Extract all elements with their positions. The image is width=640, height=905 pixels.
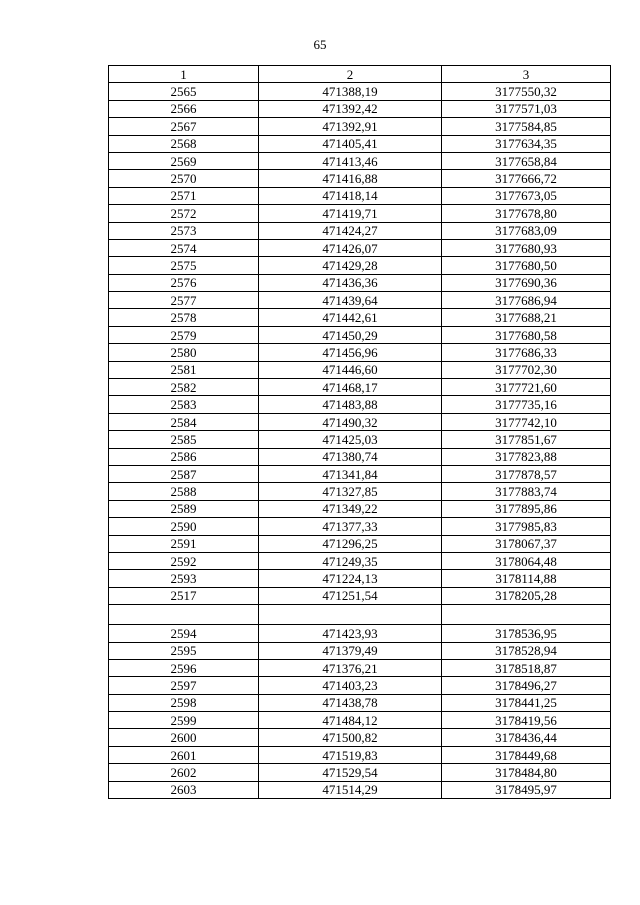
point-number-cell: 2600 xyxy=(109,729,259,746)
point-number-cell: 2586 xyxy=(109,448,259,465)
y-coordinate-cell: 3177634,35 xyxy=(442,135,611,152)
y-coordinate-cell: 3178441,25 xyxy=(442,694,611,711)
x-coordinate-cell: 471249,35 xyxy=(259,552,442,569)
y-coordinate-cell: 3177571,03 xyxy=(442,100,611,117)
table-row xyxy=(109,274,611,291)
point-number-cell: 2584 xyxy=(109,413,259,430)
x-coordinate-cell: 471379,49 xyxy=(259,642,442,659)
y-coordinate-cell: 3177666,72 xyxy=(442,170,611,187)
point-number-cell: 2592 xyxy=(109,552,259,569)
table-row xyxy=(109,781,611,798)
y-coordinate-cell: 3177742,10 xyxy=(442,413,611,430)
point-number-cell: 2593 xyxy=(109,570,259,587)
y-coordinate-cell: 3178436,44 xyxy=(442,729,611,746)
point-number-cell: 2594 xyxy=(109,625,259,642)
x-coordinate-cell: 471438,78 xyxy=(259,694,442,711)
point-number-cell: 2591 xyxy=(109,535,259,552)
x-coordinate-cell: 471403,23 xyxy=(259,677,442,694)
table-row xyxy=(109,605,611,625)
x-coordinate-cell: 471450,29 xyxy=(259,326,442,343)
x-coordinate-cell: 471436,36 xyxy=(259,274,442,291)
y-coordinate-cell: 3177688,21 xyxy=(442,309,611,326)
table-row xyxy=(109,361,611,378)
point-number-cell: 2595 xyxy=(109,642,259,659)
table-row xyxy=(109,764,611,781)
x-coordinate-cell: 471405,41 xyxy=(259,135,442,152)
y-coordinate-cell: 3177673,05 xyxy=(442,187,611,204)
y-coordinate-cell: 3178484,80 xyxy=(442,764,611,781)
table-row xyxy=(109,413,611,430)
table-body xyxy=(109,83,611,799)
x-coordinate-cell: 471419,71 xyxy=(259,205,442,222)
point-number-cell: 2590 xyxy=(109,518,259,535)
y-coordinate-cell: 3177584,85 xyxy=(442,118,611,135)
point-number-cell: 2574 xyxy=(109,239,259,256)
x-coordinate-cell: 471380,74 xyxy=(259,448,442,465)
y-coordinate-cell: 3177680,58 xyxy=(442,326,611,343)
point-number-cell: 2598 xyxy=(109,694,259,711)
y-coordinate-cell: 3177895,86 xyxy=(442,500,611,517)
x-coordinate-cell: 471446,60 xyxy=(259,361,442,378)
point-number-cell: 2588 xyxy=(109,483,259,500)
point-number-cell: 2577 xyxy=(109,292,259,309)
table-row xyxy=(109,483,611,500)
x-coordinate-cell: 471529,54 xyxy=(259,764,442,781)
table-row xyxy=(109,465,611,482)
point-number-cell: 2599 xyxy=(109,712,259,729)
table-row xyxy=(109,712,611,729)
point-number-cell: 2569 xyxy=(109,152,259,169)
x-coordinate-cell: 471426,07 xyxy=(259,239,442,256)
y-coordinate-cell: 3177878,57 xyxy=(442,465,611,482)
y-coordinate-cell: 3177550,32 xyxy=(442,83,611,100)
y-coordinate-cell: 3177702,30 xyxy=(442,361,611,378)
x-coordinate-cell: 471413,46 xyxy=(259,152,442,169)
y-coordinate-cell: 3177851,67 xyxy=(442,431,611,448)
table-row xyxy=(109,552,611,569)
x-coordinate-cell: 471388,19 xyxy=(259,83,442,100)
y-coordinate-cell: 3177678,80 xyxy=(442,205,611,222)
table-row xyxy=(109,100,611,117)
y-coordinate-cell: 3177683,09 xyxy=(442,222,611,239)
x-coordinate-cell: 471500,82 xyxy=(259,729,442,746)
x-coordinate-cell: 471377,33 xyxy=(259,518,442,535)
table-row xyxy=(109,448,611,465)
coordinates-table xyxy=(108,65,611,799)
x-coordinate-cell: 471442,61 xyxy=(259,309,442,326)
column-header-2: 2 xyxy=(259,66,442,83)
table-row xyxy=(109,309,611,326)
point-number-cell: 2583 xyxy=(109,396,259,413)
page-number: 65 xyxy=(313,37,327,52)
point-number-cell: 2589 xyxy=(109,500,259,517)
table-row xyxy=(109,152,611,169)
point-number-cell: 2578 xyxy=(109,309,259,326)
x-coordinate-cell: 471392,42 xyxy=(259,100,442,117)
x-coordinate-cell: 471341,84 xyxy=(259,465,442,482)
point-number-cell: 2576 xyxy=(109,274,259,291)
x-coordinate-cell: 471429,28 xyxy=(259,257,442,274)
table-row xyxy=(109,431,611,448)
table-row xyxy=(109,222,611,239)
x-coordinate-cell: 471456,96 xyxy=(259,344,442,361)
point-number-cell: 2572 xyxy=(109,205,259,222)
x-coordinate-cell: 471416,88 xyxy=(259,170,442,187)
table-row xyxy=(109,83,611,100)
x-coordinate-cell: 471418,14 xyxy=(259,187,442,204)
y-coordinate-cell: 3178528,94 xyxy=(442,642,611,659)
table-row xyxy=(109,677,611,694)
y-coordinate-cell: 3177721,60 xyxy=(442,379,611,396)
table-row xyxy=(109,396,611,413)
point-number-cell: 2596 xyxy=(109,659,259,676)
y-coordinate-cell: 3178495,97 xyxy=(442,781,611,798)
point-number-cell: 2601 xyxy=(109,746,259,763)
x-coordinate-cell: 471483,88 xyxy=(259,396,442,413)
table-row xyxy=(109,535,611,552)
point-number-cell: 2579 xyxy=(109,326,259,343)
table-row xyxy=(109,570,611,587)
y-coordinate-cell: 3178067,37 xyxy=(442,535,611,552)
point-number-cell: 2603 xyxy=(109,781,259,798)
table-header-row xyxy=(109,66,611,83)
y-coordinate-cell: 3177735,16 xyxy=(442,396,611,413)
point-number-cell: 2571 xyxy=(109,187,259,204)
point-number-cell: 2567 xyxy=(109,118,259,135)
y-coordinate-cell: 3178496,27 xyxy=(442,677,611,694)
table-row xyxy=(109,170,611,187)
table-row xyxy=(109,118,611,135)
table-row xyxy=(109,292,611,309)
point-number-cell: 2568 xyxy=(109,135,259,152)
y-coordinate-cell: 3178114,88 xyxy=(442,570,611,587)
table-row xyxy=(109,379,611,396)
table-row xyxy=(109,587,611,604)
column-header-3: 3 xyxy=(442,66,611,83)
table-row xyxy=(109,659,611,676)
y-coordinate-cell: 3178518,87 xyxy=(442,659,611,676)
table-row xyxy=(109,257,611,274)
point-number-cell: 2565 xyxy=(109,83,259,100)
table-row xyxy=(109,642,611,659)
y-coordinate-cell: 3178205,28 xyxy=(442,587,611,604)
point-number-cell: 2581 xyxy=(109,361,259,378)
point-number-cell: 2580 xyxy=(109,344,259,361)
table-row xyxy=(109,694,611,711)
y-coordinate-cell: 3178419,56 xyxy=(442,712,611,729)
table-row xyxy=(109,135,611,152)
table-row xyxy=(109,205,611,222)
y-coordinate-cell xyxy=(442,605,611,625)
x-coordinate-cell: 471376,21 xyxy=(259,659,442,676)
x-coordinate-cell xyxy=(259,605,442,625)
table-row xyxy=(109,239,611,256)
y-coordinate-cell: 3177690,36 xyxy=(442,274,611,291)
point-number-cell: 2587 xyxy=(109,465,259,482)
y-coordinate-cell: 3177686,94 xyxy=(442,292,611,309)
point-number-cell xyxy=(109,605,259,625)
x-coordinate-cell: 471490,32 xyxy=(259,413,442,430)
x-coordinate-cell: 471296,25 xyxy=(259,535,442,552)
x-coordinate-cell: 471484,12 xyxy=(259,712,442,729)
y-coordinate-cell: 3178449,68 xyxy=(442,746,611,763)
y-coordinate-cell: 3177883,74 xyxy=(442,483,611,500)
point-number-cell: 2517 xyxy=(109,587,259,604)
point-number-cell: 2575 xyxy=(109,257,259,274)
x-coordinate-cell: 471468,17 xyxy=(259,379,442,396)
y-coordinate-cell: 3177680,93 xyxy=(442,239,611,256)
point-number-cell: 2573 xyxy=(109,222,259,239)
x-coordinate-cell: 471439,64 xyxy=(259,292,442,309)
y-coordinate-cell: 3177658,84 xyxy=(442,152,611,169)
table-row xyxy=(109,326,611,343)
x-coordinate-cell: 471424,27 xyxy=(259,222,442,239)
table-row xyxy=(109,187,611,204)
point-number-cell: 2570 xyxy=(109,170,259,187)
x-coordinate-cell: 471224,13 xyxy=(259,570,442,587)
column-header-1: 1 xyxy=(109,66,259,83)
x-coordinate-cell: 471519,83 xyxy=(259,746,442,763)
point-number-cell: 2566 xyxy=(109,100,259,117)
point-number-cell: 2585 xyxy=(109,431,259,448)
x-coordinate-cell: 471327,85 xyxy=(259,483,442,500)
point-number-cell: 2582 xyxy=(109,379,259,396)
y-coordinate-cell: 3177686,33 xyxy=(442,344,611,361)
y-coordinate-cell: 3178536,95 xyxy=(442,625,611,642)
table-row xyxy=(109,625,611,642)
x-coordinate-cell: 471514,29 xyxy=(259,781,442,798)
x-coordinate-cell: 471251,54 xyxy=(259,587,442,604)
x-coordinate-cell: 471423,93 xyxy=(259,625,442,642)
point-number-cell: 2597 xyxy=(109,677,259,694)
x-coordinate-cell: 471392,91 xyxy=(259,118,442,135)
y-coordinate-cell: 3177823,88 xyxy=(442,448,611,465)
x-coordinate-cell: 471349,22 xyxy=(259,500,442,517)
table-row xyxy=(109,344,611,361)
table-row xyxy=(109,729,611,746)
table-row xyxy=(109,518,611,535)
point-number-cell: 2602 xyxy=(109,764,259,781)
x-coordinate-cell: 471425,03 xyxy=(259,431,442,448)
y-coordinate-cell: 3177680,50 xyxy=(442,257,611,274)
table-row xyxy=(109,500,611,517)
y-coordinate-cell: 3177985,83 xyxy=(442,518,611,535)
y-coordinate-cell: 3178064,48 xyxy=(442,552,611,569)
table-row xyxy=(109,746,611,763)
